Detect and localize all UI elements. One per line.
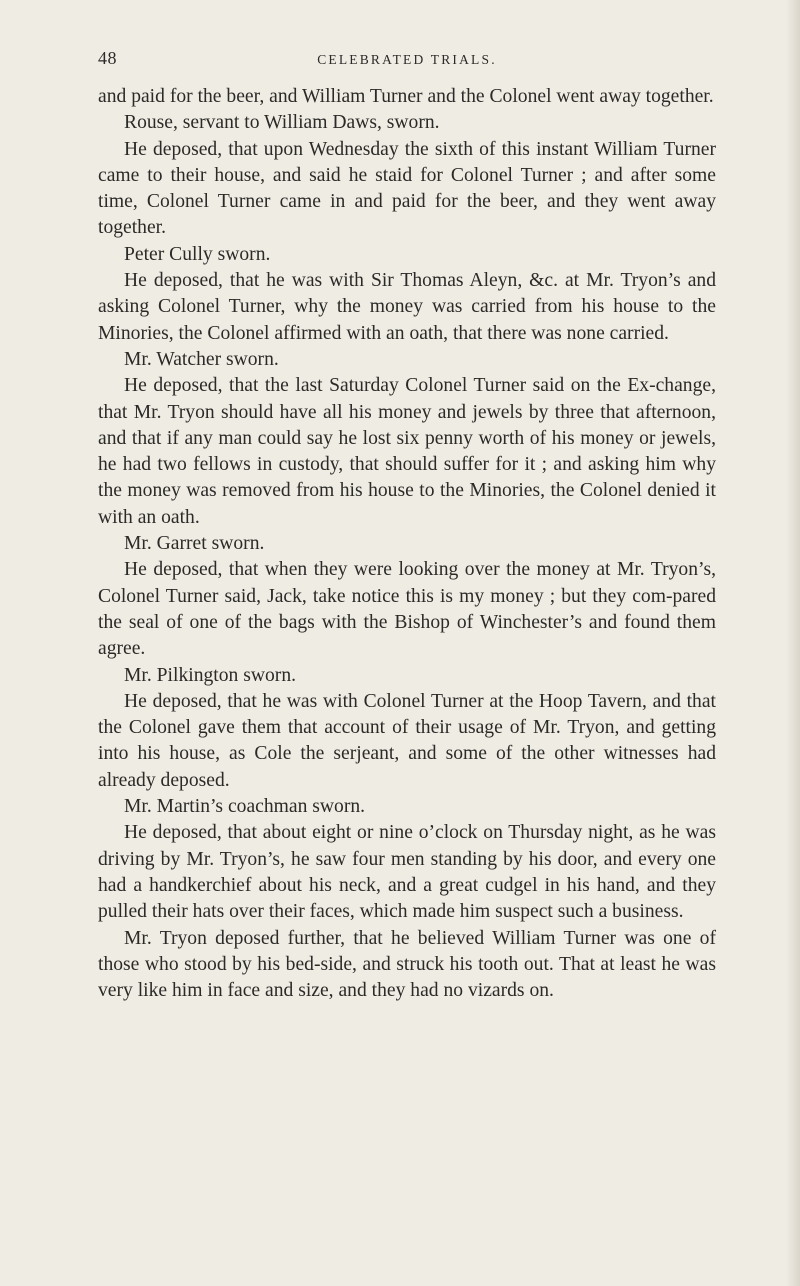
running-head: CELEBRATED TRIALS. xyxy=(317,52,497,67)
paragraph: and paid for the beer, and William Turner and the Colonel went away together. xyxy=(98,86,714,107)
page-edge-shadow xyxy=(786,0,800,1286)
paragraph: He deposed, that he was with Sir Thomas Aleyn, &c. at Mr. Tryon’s and asking Colonel Turner, why the money was carried from his house to the Minories, the Colonel affirmed with an oath, that there was none carried. xyxy=(98,270,716,344)
paragraph: He deposed, that he was with Colonel Turner at the Hoop Tavern, and that the Colonel gave them that account of their usage of Mr. Tryon, and getting into his house, as Cole the serjeant, and some of the other witnesses had already deposed. xyxy=(98,690,716,791)
witness-heading: Mr. Pilkington sworn. xyxy=(124,664,297,686)
paragraph: He deposed, that the last Saturday Colonel Turner said on the Ex-change, that Mr. Tryon should have all his money and jewels by three that afternoon, and that if any man could say he lost six penny worth of his money or jewels, he had two fellows in custody, that should suffer for it ; and asking him why the money was removed from his house to the Minories, the Colonel denied it with an oath. xyxy=(98,375,716,528)
witness-heading: Mr. Garret sworn. xyxy=(124,533,265,555)
witness-heading: Mr. Martin’s coachman sworn. xyxy=(124,796,366,818)
witness-heading: Mr. Watcher sworn. xyxy=(124,348,279,370)
witness-heading: Rouse, servant to William Daws, sworn. xyxy=(124,112,440,134)
paragraph: He deposed, that about eight or nine o’clock on Thursday night, as he was driving by Mr. Tryon’s, he saw four men standing by his door, and every one had a handkerchief about his neck, and a great cudgel in his hand, and they pulled their hats over their faces, which made him suspect such a business. xyxy=(98,822,716,923)
paragraph: Mr. Tryon deposed further, that he believed William Turner was one of those who stood by his bed-side, and struck his tooth out. That at least he was very like him in face and size, and they had no vizards on. xyxy=(98,927,716,1002)
witness-heading: Peter Cully sworn. xyxy=(124,243,271,265)
page-number: 48 xyxy=(98,48,117,68)
body-text xyxy=(98,84,716,1004)
paragraph: He deposed, that upon Wednesday the sixth of this instant William Turner came to their house, and said he staid for Colonel Turner ; and after some time, Colonel Turner came in and paid for the beer, and they went away together. xyxy=(98,138,716,239)
page-header xyxy=(98,48,716,74)
paragraph: He deposed, that when they were looking over the money at Mr. Tryon’s, Colonel Turner said, Jack, take notice this is my money ; but they com-pared the seal of one of the bags with the Bishop of Winchester’s and found them agree. xyxy=(98,559,716,660)
